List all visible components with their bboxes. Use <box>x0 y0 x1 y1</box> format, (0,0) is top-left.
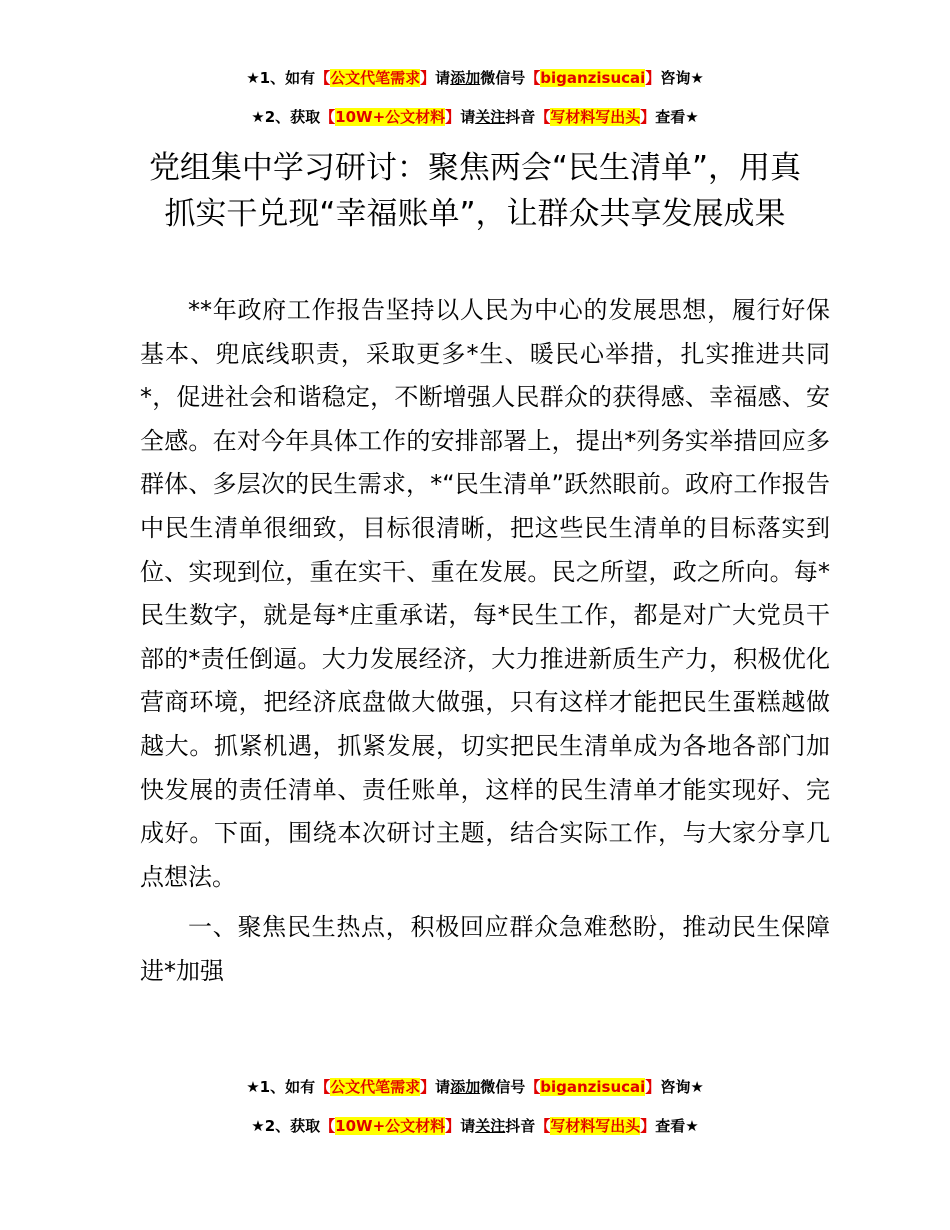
banner-text: ★1、如有 <box>246 1078 316 1096</box>
section-heading-1: 一、聚焦民生热点，积极回应群众急难愁盼，推动民生保障进*加强 <box>140 913 830 985</box>
bracket-open: 【 <box>535 1117 551 1135</box>
footer-banner-line-2 <box>0 1115 950 1137</box>
banner-text: 请 <box>435 69 451 87</box>
banner-text: 请 <box>460 1117 476 1135</box>
bracket-open: 【 <box>525 1078 541 1096</box>
bracket-close: 】 <box>445 108 461 126</box>
bracket-close: 】 <box>645 1078 661 1096</box>
highlight-materials: 10W+公文材料 <box>335 1117 446 1135</box>
banner-text: 微信号 <box>480 1078 526 1096</box>
banner-text: 抖音 <box>505 1117 536 1135</box>
banner-text: ★2、获取 <box>251 108 321 126</box>
banner-text: ★2、获取 <box>251 1117 321 1135</box>
highlight-douyin-account: 写材料写出头 <box>550 108 641 126</box>
bracket-open: 【 <box>315 1078 331 1096</box>
highlight-wechat-id: biganzisucai <box>540 69 646 87</box>
highlight-service: 公文代笔需求 <box>330 1078 421 1096</box>
banner-text: 请 <box>460 108 476 126</box>
bracket-close: 】 <box>420 1078 436 1096</box>
bracket-close: 】 <box>645 69 661 87</box>
bracket-open: 【 <box>525 69 541 87</box>
banner-text: 查看★ <box>655 1117 699 1135</box>
bracket-open: 【 <box>535 108 551 126</box>
highlight-materials: 10W+公文材料 <box>335 108 446 126</box>
banner-text: 咨询★ <box>660 69 704 87</box>
banner-text: 请 <box>435 1078 451 1096</box>
bracket-close: 】 <box>640 1117 656 1135</box>
highlight-douyin-account: 写材料写出头 <box>550 1117 641 1135</box>
bracket-open: 【 <box>320 1117 336 1135</box>
banner-text: 抖音 <box>505 108 536 126</box>
bracket-open: 【 <box>320 108 336 126</box>
bracket-open: 【 <box>315 69 331 87</box>
highlight-wechat-id: biganzisucai <box>540 1078 646 1096</box>
banner-text: 查看★ <box>655 108 699 126</box>
banner-emphasis: 添加 <box>450 1078 481 1096</box>
banner-text: ★1、如有 <box>246 69 316 87</box>
document-title: 党组集中学习研讨：聚焦两会“民生清单”，用真抓实干兑现“幸福账单”，让群众共享发展成果 <box>148 150 802 232</box>
banner-text: 咨询★ <box>660 1078 704 1096</box>
banner-emphasis: 关注 <box>475 108 506 126</box>
banner-emphasis: 添加 <box>450 69 481 87</box>
banner-emphasis: 关注 <box>475 1117 506 1135</box>
header-banner-line-2 <box>0 106 950 128</box>
banner-text: 微信号 <box>480 69 526 87</box>
bracket-close: 】 <box>445 1117 461 1135</box>
header-banner-line-1 <box>0 67 950 89</box>
footer-banner-line-1 <box>0 1076 950 1098</box>
bracket-close: 】 <box>420 69 436 87</box>
body-paragraph-intro: **年政府工作报告坚持以人民为中心的发展思想，履行好保基本、兜底线职责，采取更多*生、暖民心举措，扎实推进共同*，促进社会和谐稳定，不断增强人民群众的获得感、幸福感、安全感。在对今年具体工作的安排部署上，提出*列务实举措回应多群体、多层次的民生需求，*“民生清单”跃然眼前。政府工作报告中民生清单很细致，目标很清晰，把这些民生清单的目标落实到位、实现到位，重在实干、重在发展。民之所望，政之所向。每*民生数字，就是每*庄重承诺，每*民生工作，都是对广大党员干部的*责任倒逼。大力发展经济，大力推进新质生产力，积极优化营商环境，把经济底盘做大做强，只有这样才能把民生蛋糕越做越大。抓紧机遇，抓紧发展，切实把民生清单成为各地各部门加快发展的责任清单、责任账单，这样的民生清单才能实现好、完成好。下面，围绕本次研讨主题，结合实际工作，与大家分享几点想法。 <box>140 296 830 891</box>
highlight-service: 公文代笔需求 <box>330 69 421 87</box>
bracket-close: 】 <box>640 108 656 126</box>
